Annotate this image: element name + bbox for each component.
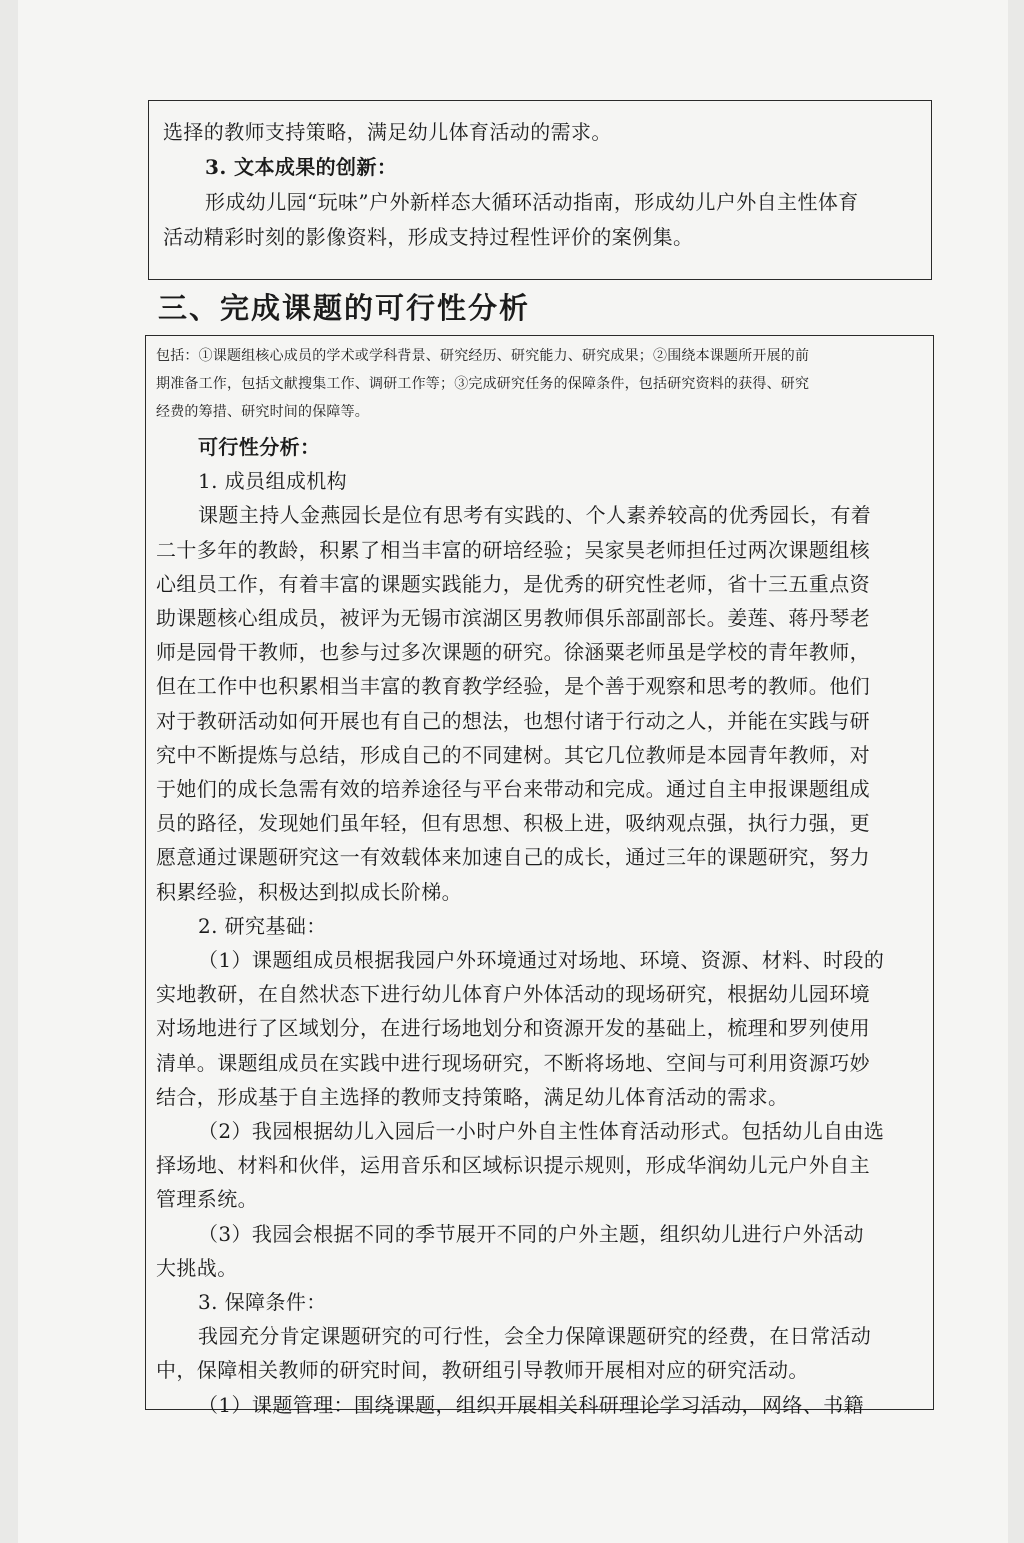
text-line: 究中不断提炼与总结，形成自己的不同建树。其它几位教师是本园青年教师，对: [156, 742, 870, 767]
text-line: 大挑战。: [156, 1255, 238, 1280]
text-line: 助课题核心组成员，被评为无锡市滨湖区男教师俱乐部副部长。姜莲、蒋丹琴老: [156, 606, 870, 631]
text-line: 但在工作中也积累相当丰富的教育教学经验，是个善于观察和思考的教师。他们: [156, 674, 870, 699]
text-line: 二十多年的教龄，积累了相当丰富的研培经验；吴家昊老师担任过两次课题组核: [156, 537, 870, 562]
subheading-members: 1. 成员组成机构: [198, 469, 348, 494]
text-line: 活动精彩时刻的影像资料，形成支持过程性评价的案例集。: [163, 225, 694, 249]
text-line: 积累经验，积极达到拟成长阶梯。: [156, 879, 462, 904]
subheading-text-innovation: 3. 文本成果的创新：: [205, 155, 398, 179]
innovation-box: [148, 100, 932, 280]
subheading-research-basis: 2. 研究基础：: [198, 913, 327, 938]
text-line: 择场地、材料和伙伴，运用音乐和区域标识提示规则，形成华润幼儿元户外自主: [156, 1153, 870, 1178]
text-line: （1）课题管理：围绕课题，组织开展相关科研理论学习活动，网络、书籍: [198, 1392, 864, 1417]
text-line: 中，保障相关教师的研究时间，教研组引导教师开展相对应的研究活动。: [156, 1358, 809, 1383]
text-line: 课题主持人金燕园长是位有思考有实践的、个人素养较高的优秀园长，有着: [198, 503, 872, 528]
feasibility-box: [145, 335, 934, 1417]
text-line: 员的路径，发现她们虽年轻，但有思想、积极上进，吸纳观点强，执行力强，更: [156, 811, 870, 836]
text-line: 心组员工作，有着丰富的课题实践能力，是优秀的研究性老师，省十三五重点资: [156, 571, 870, 596]
text-line: 选择的教师支持策略，满足幼儿体育活动的需求。: [163, 120, 612, 144]
text-line: 形成幼儿园“玩味”户外新样态大循环活动指南，形成幼儿户外自主性体育: [205, 190, 859, 214]
text-line: 实地教研，在自然状态下进行幼儿体育户外体活动的现场研究，根据幼儿园环境: [156, 982, 870, 1007]
text-line: 师是园骨干教师，也参与过多次课题的研究。徐涵粟老师虽是学校的青年教师，: [156, 640, 870, 665]
text-line: 管理系统。: [156, 1187, 258, 1212]
note-line: 包括：①课题组核心成员的学术或学科背景、研究经历、研究能力、研究成果；②围绕本课题所开展的前: [156, 348, 810, 364]
text-line: 于她们的成长急需有效的培养途径与平台来带动和完成。通过自主申报课题组成: [156, 777, 870, 802]
text-line: 清单。课题组成员在实践中进行现场研究，不断将场地、空间与可利用资源巧妙: [156, 1050, 870, 1075]
text-line: 愿意通过课题研究这一有效载体来加速自己的成长，通过三年的课题研究，努力: [156, 845, 870, 870]
section-title: 三、完成课题的可行性分析: [158, 291, 531, 325]
text-line: 我园充分肯定课题研究的可行性，会全力保障课题研究的经费，在日常活动: [198, 1324, 872, 1349]
note-line: 经费的筹措、研究时间的保障等。: [156, 404, 369, 420]
text-line: （3）我园会根据不同的季节展开不同的户外主题，组织幼儿进行户外活动: [198, 1221, 864, 1246]
text-line: 对场地进行了区域划分，在进行场地划分和资源开发的基础上，梳理和罗列使用: [156, 1016, 870, 1041]
note-line: 期准备工作，包括文献搜集工作、调研工作等；③完成研究任务的保障条件，包括研究资料的获得、研究: [156, 376, 810, 392]
text-line: 结合，形成基于自主选择的教师支持策略，满足幼儿体育活动的需求。: [156, 1084, 789, 1109]
feasibility-body: [156, 430, 919, 1422]
subheading-guarantee: 3. 保障条件：: [198, 1290, 327, 1315]
text-line: （1）课题组成员根据我园户外环境通过对场地、环境、资源、材料、时段的: [198, 948, 885, 973]
text-line: （2）我园根据幼儿入园后一小时户外自主性体育活动形式。包括幼儿自由选: [198, 1119, 885, 1144]
text-line: 对于教研活动如何开展也有自己的想法，也想付诸于行动之人，并能在实践与研: [156, 708, 870, 733]
instruction-note: [156, 342, 919, 426]
subheading-feasibility: 可行性分析：: [198, 435, 321, 459]
